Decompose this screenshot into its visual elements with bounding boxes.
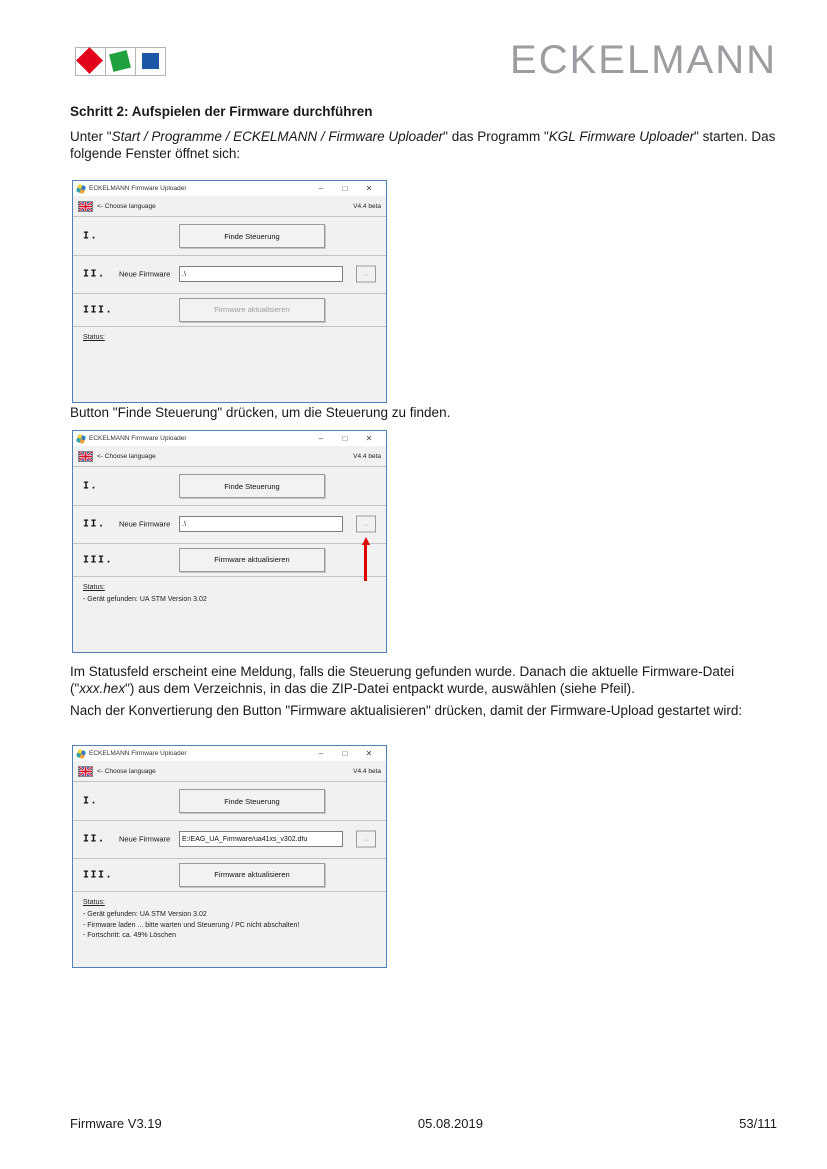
- version-label: V4.4 beta: [353, 767, 381, 775]
- firmware-uploader-window: [72, 430, 387, 653]
- status-area: [73, 326, 386, 402]
- find-button-paragraph: Button "Finde Steuerung" drücken, um die Steuerung zu finden.: [70, 405, 451, 420]
- firmware-path-input[interactable]: [179, 516, 343, 532]
- logo-green-cell: [105, 47, 136, 76]
- language-bar: [73, 196, 386, 217]
- status-paragraph: [70, 663, 784, 697]
- minimize-icon[interactable]: –: [318, 749, 324, 758]
- status-filename-italic: xxx.hex: [79, 681, 126, 696]
- status-area: [73, 576, 386, 652]
- footer-version: Firmware V3.19: [70, 1116, 162, 1131]
- step-three-row: [73, 293, 386, 327]
- finde-steuerung-button[interactable]: Finde Steuerung: [179, 224, 325, 248]
- window-controls: [309, 431, 381, 446]
- uk-flag-icon[interactable]: [78, 766, 93, 777]
- uploader-screenshot-2: [72, 430, 387, 653]
- red-diamond-icon: [76, 47, 103, 74]
- firmware-uploader-window: [72, 745, 387, 968]
- page-footer: [70, 1116, 777, 1131]
- update-firmware-button[interactable]: Firmware aktualisieren: [179, 863, 325, 887]
- step-iii-label: III.: [83, 869, 114, 880]
- status-label: Status:: [83, 899, 105, 906]
- step-two-row: [73, 820, 386, 859]
- red-arrow: [361, 537, 370, 581]
- app-icon: [76, 183, 86, 193]
- logo-blue-cell: [135, 47, 166, 76]
- app-icon: [76, 433, 86, 443]
- footer-date: 05.08.2019: [417, 1116, 483, 1131]
- finde-steuerung-button[interactable]: Finde Steuerung: [179, 474, 325, 498]
- firmware-uploader-window: [72, 180, 387, 403]
- version-label: V4.4 beta: [353, 452, 381, 460]
- step-two-row: [73, 255, 386, 294]
- close-icon[interactable]: ✕: [365, 434, 373, 443]
- status-text: ") aus dem Verzeichnis, in das die ZIP-Datei entpackt wurde, auswählen (siehe Pfeil).: [125, 681, 635, 696]
- window-title: ECKELMANN Firmware Uploader: [89, 435, 187, 442]
- maximize-icon[interactable]: □: [342, 184, 348, 193]
- window-title: ECKELMANN Firmware Uploader: [89, 185, 187, 192]
- brand-wordmark: ECKELMANN: [510, 38, 777, 82]
- red-arrow-head: [362, 537, 370, 545]
- step-two-row: [73, 505, 386, 544]
- maximize-icon[interactable]: □: [342, 434, 348, 443]
- step-i-label: I.: [83, 230, 99, 242]
- footer-page-number: 53/111: [739, 1116, 777, 1131]
- uk-flag-icon[interactable]: [78, 201, 93, 212]
- uploader-screenshot-1: [72, 180, 387, 403]
- window-title: ECKELMANN Firmware Uploader: [89, 750, 187, 757]
- red-arrow-shaft: [364, 545, 367, 581]
- status-line: - Firmware laden ... bitte warten und Steuerung / PC nicht abschalten!: [83, 921, 300, 929]
- step-ii-label: II.: [83, 268, 106, 280]
- step-ii-label: II.: [83, 518, 106, 530]
- window-controls: [309, 746, 381, 761]
- browse-button[interactable]: ...: [356, 516, 376, 533]
- intro-path-italic: Start / Programme / ECKELMANN / Firmware Uploader: [111, 129, 444, 144]
- version-label: V4.4 beta: [353, 202, 381, 210]
- finde-steuerung-button[interactable]: Finde Steuerung: [179, 789, 325, 813]
- status-line: - Fortschritt: ca. 49% Löschen: [83, 932, 176, 939]
- uk-flag-icon[interactable]: [78, 451, 93, 462]
- choose-language-label: <- Choose language: [97, 767, 156, 775]
- status-label: Status:: [83, 334, 105, 341]
- section-heading: Schritt 2: Aufspielen der Firmware durchführen: [70, 104, 373, 119]
- update-firmware-button[interactable]: Firmware aktualisieren: [179, 298, 325, 322]
- step-one-row: [73, 782, 386, 821]
- choose-language-label: <- Choose language: [97, 202, 156, 210]
- language-bar: [73, 446, 386, 467]
- firmware-path-input[interactable]: [179, 831, 343, 847]
- green-square-icon: [109, 50, 131, 72]
- neue-firmware-label: Neue Firmware: [119, 519, 171, 529]
- convert-paragraph: Nach der Konvertierung den Button "Firmware aktualisieren" drücken, damit der Firmware-Upload gestartet wird:: [70, 703, 743, 718]
- intro-text: " das Programm ": [443, 129, 549, 144]
- update-firmware-button[interactable]: Firmware aktualisieren: [179, 548, 325, 572]
- intro-text: " starten. Das folgende Fenster öffnet sich:: [70, 129, 776, 161]
- app-icon: [76, 748, 86, 758]
- close-icon[interactable]: ✕: [365, 749, 373, 758]
- window-controls: [309, 181, 381, 196]
- maximize-icon[interactable]: □: [342, 749, 348, 758]
- neue-firmware-label: Neue Firmware: [119, 269, 171, 279]
- intro-paragraph: [70, 128, 784, 162]
- step-iii-label: III.: [83, 554, 114, 565]
- status-label: Status:: [83, 584, 105, 591]
- step-three-row: [73, 543, 386, 577]
- status-line: - Gerät gefunden: UA STM Version 3.02: [83, 596, 207, 603]
- browse-button[interactable]: ...: [356, 266, 376, 283]
- status-text: Im Statusfeld erscheint eine Meldung, falls die Steuerung gefunden wurde. Danach die aktuelle Firmware-Datei (": [70, 664, 735, 696]
- firmware-path-input[interactable]: [179, 266, 343, 282]
- uploader-screenshot-3: [72, 745, 387, 968]
- status-line: - Gerät gefunden: UA STM Version 3.02: [83, 911, 207, 918]
- intro-text: Unter ": [70, 129, 112, 144]
- eckelmann-logo: [75, 47, 166, 76]
- step-i-label: I.: [83, 795, 99, 807]
- browse-button[interactable]: ...: [356, 831, 376, 848]
- window-titlebar: [73, 431, 386, 446]
- window-titlebar: [73, 181, 386, 196]
- status-area: [73, 891, 386, 967]
- minimize-icon[interactable]: –: [318, 434, 324, 443]
- language-bar: [73, 761, 386, 782]
- step-three-row: [73, 858, 386, 892]
- neue-firmware-label: Neue Firmware: [119, 834, 171, 844]
- step-i-label: I.: [83, 480, 99, 492]
- window-titlebar: [73, 746, 386, 761]
- close-icon[interactable]: ✕: [365, 184, 373, 193]
- choose-language-label: <- Choose language: [97, 452, 156, 460]
- logo-red-cell: [75, 47, 106, 76]
- blue-square-icon: [142, 53, 159, 69]
- minimize-icon[interactable]: –: [318, 184, 324, 193]
- step-ii-label: II.: [83, 833, 106, 845]
- step-iii-label: III.: [83, 304, 114, 315]
- intro-program-italic: KGL Firmware Uploader: [548, 129, 695, 144]
- step-one-row: [73, 217, 386, 256]
- step-one-row: [73, 467, 386, 506]
